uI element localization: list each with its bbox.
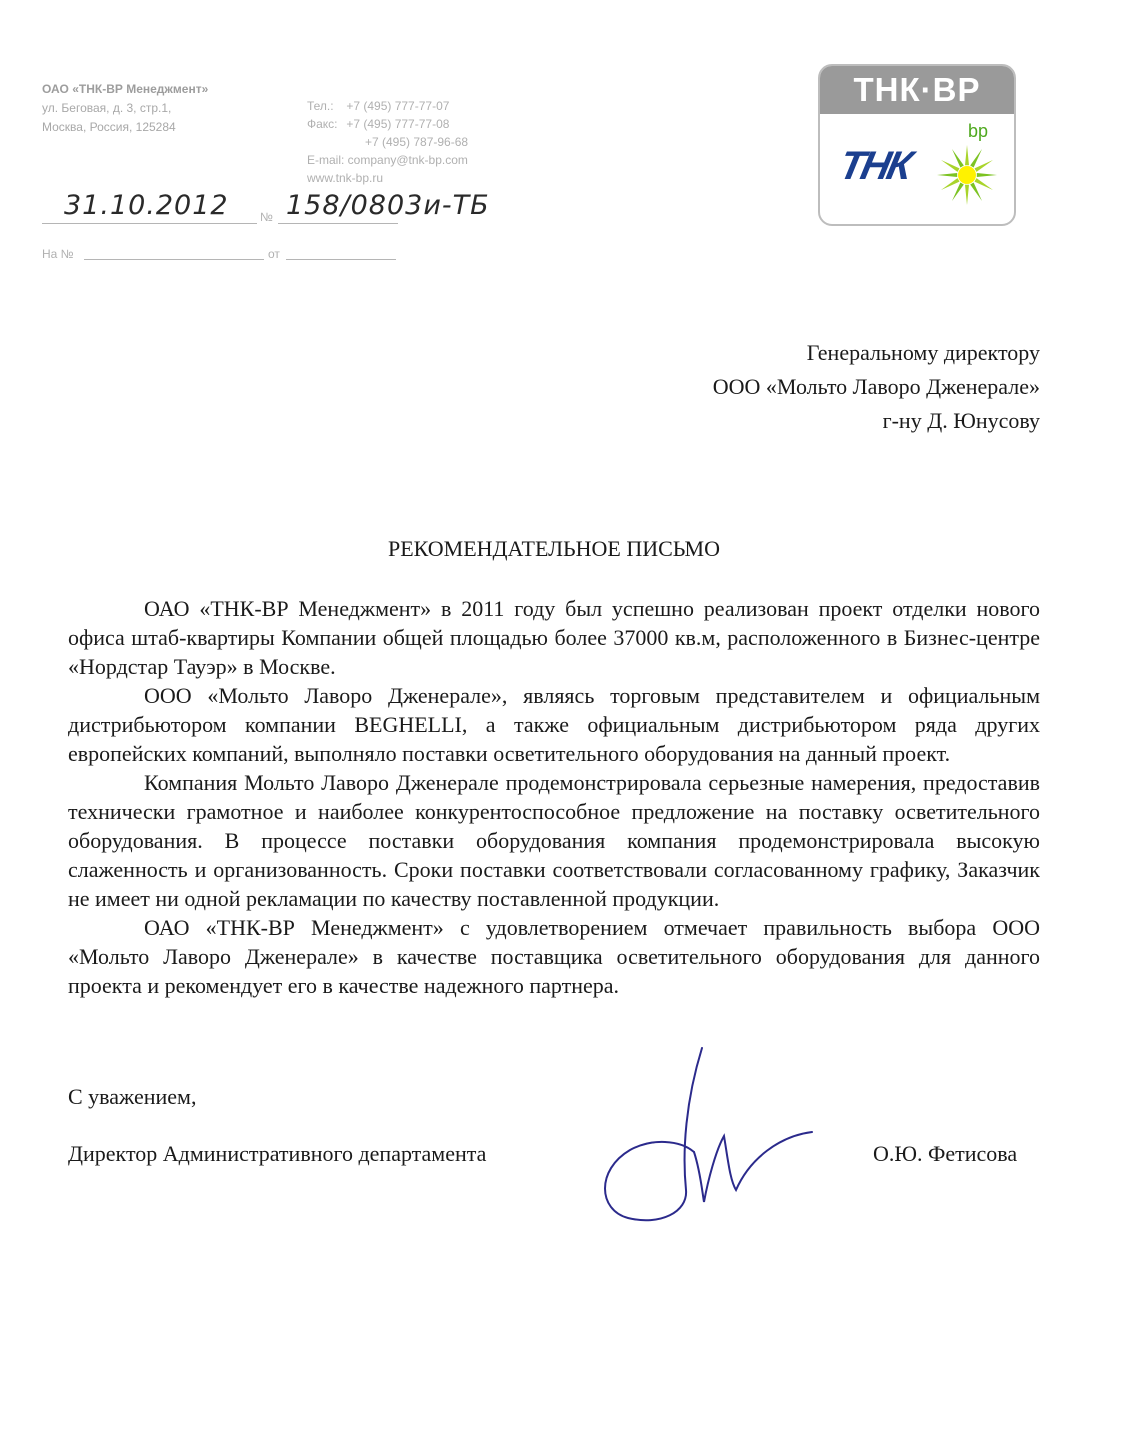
paragraph-2: ООО «Мольто Лаворо Дженерале», являясь торговым представителем и официальным дистрибьютором компании BEGHELLI, а также официальным дистрибьютором ряда других европейских компаний, выполняло поставки осветительного оборудования на данный проект. (68, 683, 1040, 766)
helios-petal (970, 149, 982, 167)
sender-city: Москва, Россия, 125284 (42, 120, 176, 134)
website: www.tnk-bp.ru (307, 171, 384, 185)
helios-petal (970, 182, 982, 200)
logo-bp-text: bp (968, 121, 989, 141)
paragraph-3: Компания Мольто Лаворо Дженерале продемонстрировала серьезные намерения, предоставив технически грамотное и наиболее конкурентоспособное предложение на поставку осветительного оборудования. В процессе поставки оборудования компания продемонстрировала высокую слаженность и организованность. Сроки поставки соответствовали согласованному графику, Заказчик не имеет ни одной рекламации по качеству поставленной продукции. (68, 770, 1040, 911)
helios-petal (941, 178, 959, 190)
signer-position: Директор Административного департамента (68, 1141, 487, 1166)
phone-number: +7 (495) 777-77-07 (346, 99, 450, 113)
helios-petal (977, 173, 997, 177)
addressee-block (713, 336, 1040, 438)
from-rule (286, 259, 396, 260)
ref-label: На № (42, 247, 74, 261)
number-label: № (260, 210, 273, 224)
addressee-line-2: ООО «Мольто Лаворо Дженерале» (712, 374, 1040, 399)
phone-label: Тел.: (307, 99, 334, 113)
letter-body (68, 594, 1040, 1000)
fax-label: Факс: (307, 117, 338, 131)
sender-company: ОАО «ТНК-ВР Менеджмент» (42, 82, 209, 96)
bp-helios-icon (934, 142, 1000, 208)
sender-street: ул. Беговая, д. 3, стр.1, (42, 101, 172, 115)
ref-rule (84, 259, 264, 260)
helios-petal (952, 182, 964, 200)
handwritten-signature (590, 1040, 820, 1230)
fax-number-1: +7 (495) 777-77-08 (346, 117, 450, 131)
helios-petal (974, 178, 992, 190)
date-rule (42, 223, 257, 224)
company-logo (818, 64, 1016, 226)
handwritten-number: 158/0803и-ТБ (286, 190, 490, 221)
paragraph-1: ОАО «ТНК-ВР Менеджмент» в 2011 году был успешно реализован проект отделки нового офиса штаб-квартиры Компании общей площадью более 37000 кв.м, расположенного в Бизнес-центре «Нордстар Тауэр» в Москве. (68, 596, 1040, 679)
addressee-line-3: г-ну Д. Юнусову (882, 408, 1040, 433)
helios-petal (965, 145, 969, 165)
email: E-mail: company@tnk-bp.com (307, 153, 468, 167)
fax-number-2: +7 (495) 787-96-68 (365, 135, 469, 149)
helios-petal (941, 160, 959, 172)
helios-petal (965, 185, 969, 205)
logo-band-text: ТНК·ВР (820, 66, 1014, 114)
logo-tnk-text: ТНК (835, 144, 914, 188)
helios-petal (937, 173, 957, 177)
letter-title: РЕКОМЕНДАТЕЛЬНОЕ ПИСЬМО (387, 536, 721, 561)
closing: С уважением, (68, 1084, 197, 1109)
handwritten-date: 31.10.2012 (64, 190, 229, 221)
helios-core (958, 166, 976, 184)
helios-petal (974, 160, 992, 172)
helios-petal (952, 149, 964, 167)
number-rule (278, 223, 398, 224)
sender-block (42, 80, 208, 137)
signer-name: О.Ю. Фетисова (873, 1141, 1018, 1166)
contacts-block (307, 97, 468, 187)
paragraph-4: ОАО «ТНК-ВР Менеджмент» с удовлетворением отмечает правильность выбора ООО «Мольто Лаворо Дженерале» в качестве поставщика осветительного оборудования для данного проекта и рекомендует его в качестве надежного партнера. (68, 915, 1040, 998)
from-label: от (268, 247, 280, 261)
addressee-line-1: Генеральному директору (806, 340, 1040, 365)
